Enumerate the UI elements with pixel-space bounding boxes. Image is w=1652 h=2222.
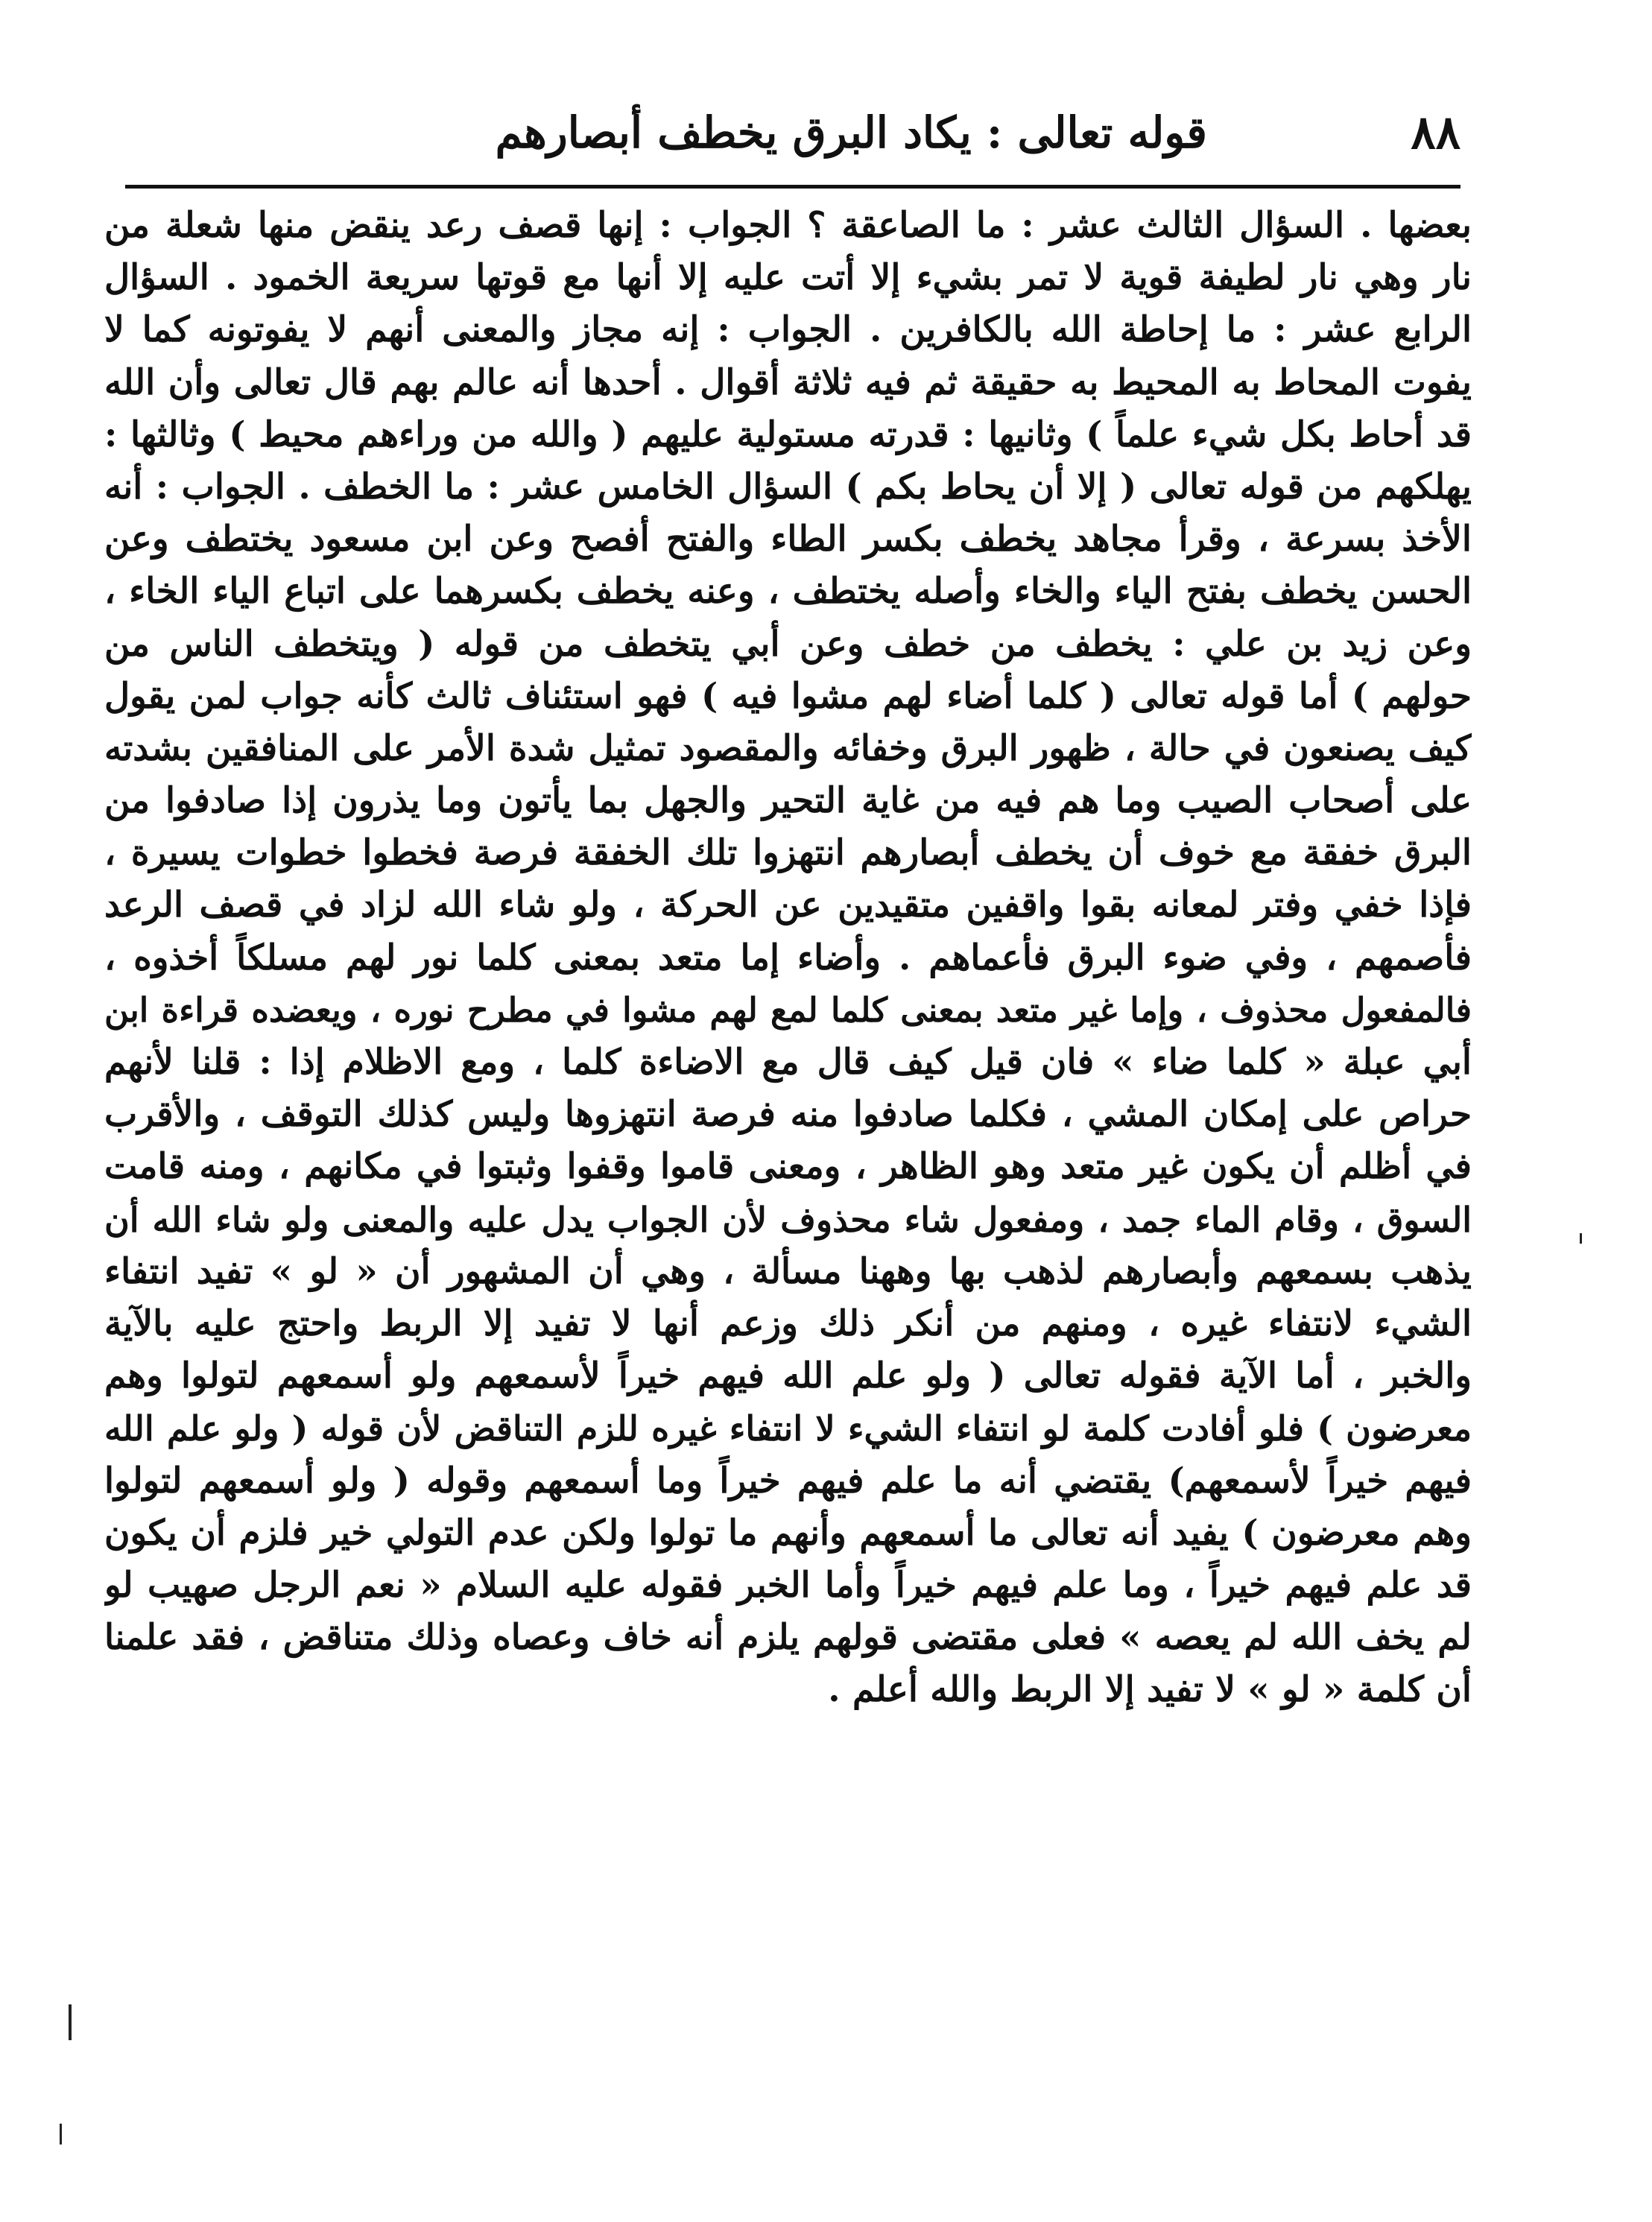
text-line: قد أحاط بكل شيء علماً ) وثانيها : قدرته مستولية عليهم ( والله من وراءهم محيط ) وثالثها : [104,414,1472,455]
text-line: الأخذ بسرعة ، وقرأ مجاهد يخطف بكسر الطاء والفتح أفصح وعن ابن مسعود يختطف وعن [104,519,1472,560]
text-line: الحسن يخطف بفتح الياء والخاء وأصله يختطف ، وعنه يخطف بكسرهما على اتباع الياء الخاء ، [104,571,1472,613]
text-line: والخبر ، أما الآية فقوله تعالى ( ولو علم الله فيهم خيراً لأسمعهم ولو أسمعهم لتولوا وهم [104,1355,1472,1397]
running-title: قوله تعالى : يكاد البرق يخطف أبصارهم [495,107,1207,158]
text-line: معرضون ) فلو أفادت كلمة لو انتفاء الشيء لا انتفاء غيره للزم التناقض لأن قوله ( ولو علم الله [104,1408,1472,1449]
text-line: قد علم فيهم خيراً ، وما علم فيهم خيراً وأما الخبر فقوله عليه السلام « نعم الرجل صهيب لو [104,1564,1472,1606]
text-line: يفوت المحاط به المحيط به حقيقة ثم فيه ثلاثة أقوال . أحدها أنه عالم بهم قال تعالى وأن الله [104,361,1472,403]
scan-artifact-mark [1580,1233,1582,1244]
page-number: ٨٨ [1411,105,1460,159]
text-line: نار وهي نار لطيفة قوية لا تمر بشيء إلا أتت عليه إلا أنها مع قوتها سريعة الخمود . السؤال [104,257,1472,299]
text-line: يذهب بسمعهم وأبصارهم لذهب بها وههنا مسألة ، وهي أن المشهور أن « لو » تفيد انتفاء [104,1250,1472,1292]
text-line: أن كلمة « لو » لا تفيد إلا الربط والله أعلم . [828,1669,1472,1711]
text-line: فالمفعول محذوف ، وإما غير متعد بمعنى كلما لمع لهم مشوا في مطرح نوره ، ويعضده قراءة ابن [104,990,1472,1030]
text-line: أبي عبلة « كلما ضاء » فان قيل كيف قال مع الاضاءة كلما ، ومع الاظلام إذا : قلنا لأنهم [104,1042,1472,1083]
text-line: وهم معرضون ) يفيد أنه تعالى ما أسمعهم وأنهم ما تولوا ولكن عدم التولي خير فلزم أن يكون [104,1512,1472,1554]
text-line: بعضها . السؤال الثالث عشر : ما الصاعقة ؟ الجواب : إنها قصف رعد ينقض منها شعلة من [104,205,1472,246]
text-line: في أظلم أن يكون غير متعد وهو الظاهر ، ومعنى قاموا وقفوا وثبتوا في مكانهم ، ومنه قامت [104,1146,1472,1188]
text-line: الرابع عشر : ما إحاطة الله بالكافرين . الجواب : إنه مجاز والمعنى أنهم لا يفوتونه كما لا [104,309,1472,351]
scan-artifact-mark [60,2124,62,2145]
body-text [104,200,1472,1716]
scan-artifact-mark [69,2004,72,2040]
text-line: حراص على إمكان المشي ، فكلما صادفوا منه فرصة انتهزوها وليس كذلك التوقف ، والأقرب [104,1094,1472,1136]
text-line: حولهم ) أما قوله تعالى ( كلما أضاء لهم مشوا فيه ) فهو استئناف ثالث كأنه جواب لمن يقول [104,675,1472,717]
text-line: على أصحاب الصيب وما هم فيه من غاية التحير والجهل بما يأتون وما يذرون إذا صادفوا من [104,780,1472,822]
text-line: السوق ، وقام الماء جمد ، ومفعول شاء محذوف لأن الجواب يدل عليه والمعنى ولو شاء الله أن [104,1199,1472,1240]
text-line: الشيء لانتفاء غيره ، ومنهم من أنكر ذلك وزعم أنها لا تفيد إلا الربط واحتج عليه بالآية [104,1303,1472,1344]
header-rule [125,185,1460,189]
page-header [119,95,1460,185]
text-line: وعن زيد بن علي : يخطف من خطف وعن أبي يتخطف من قوله ( ويتخطف الناس من [104,623,1472,665]
text-line: فإذا خفي وفتر لمعانه بقوا واقفين متقيدين عن الحركة ، ولو شاء الله لزاد في قصف الرعد [104,884,1472,926]
text-line: فأصمهم ، وفي ضوء البرق فأعماهم . وأضاء إما متعد بمعنى كلما نور لهم مسلكاً أخذوه ، [104,937,1472,978]
text-line: يهلكهم من قوله تعالى ( إلا أن يحاط بكم ) السؤال الخامس عشر : ما الخطف . الجواب : أنه [104,466,1472,507]
text-line: لم يخف الله لم يعصه » فعلى مقتضى قولهم يلزم أنه خاف وعصاه وذلك متناقض ، فقد علمنا [104,1617,1472,1659]
text-line: البرق خفقة مع خوف أن يخطف أبصارهم انتهزوا تلك الخفقة فرصة فخطوا خطوات يسيرة ، [104,832,1472,874]
text-line: كيف يصنعون في حالة ، ظهور البرق وخفائه والمقصود تمثيل شدة الأمر على المنافقين بشدته [104,727,1472,769]
text-line: فيهم خيراً لأسمعهم) يقتضي أنه ما علم فيهم خيراً وما أسمعهم وقوله ( ولو أسمعهم لتولوا [104,1460,1472,1501]
